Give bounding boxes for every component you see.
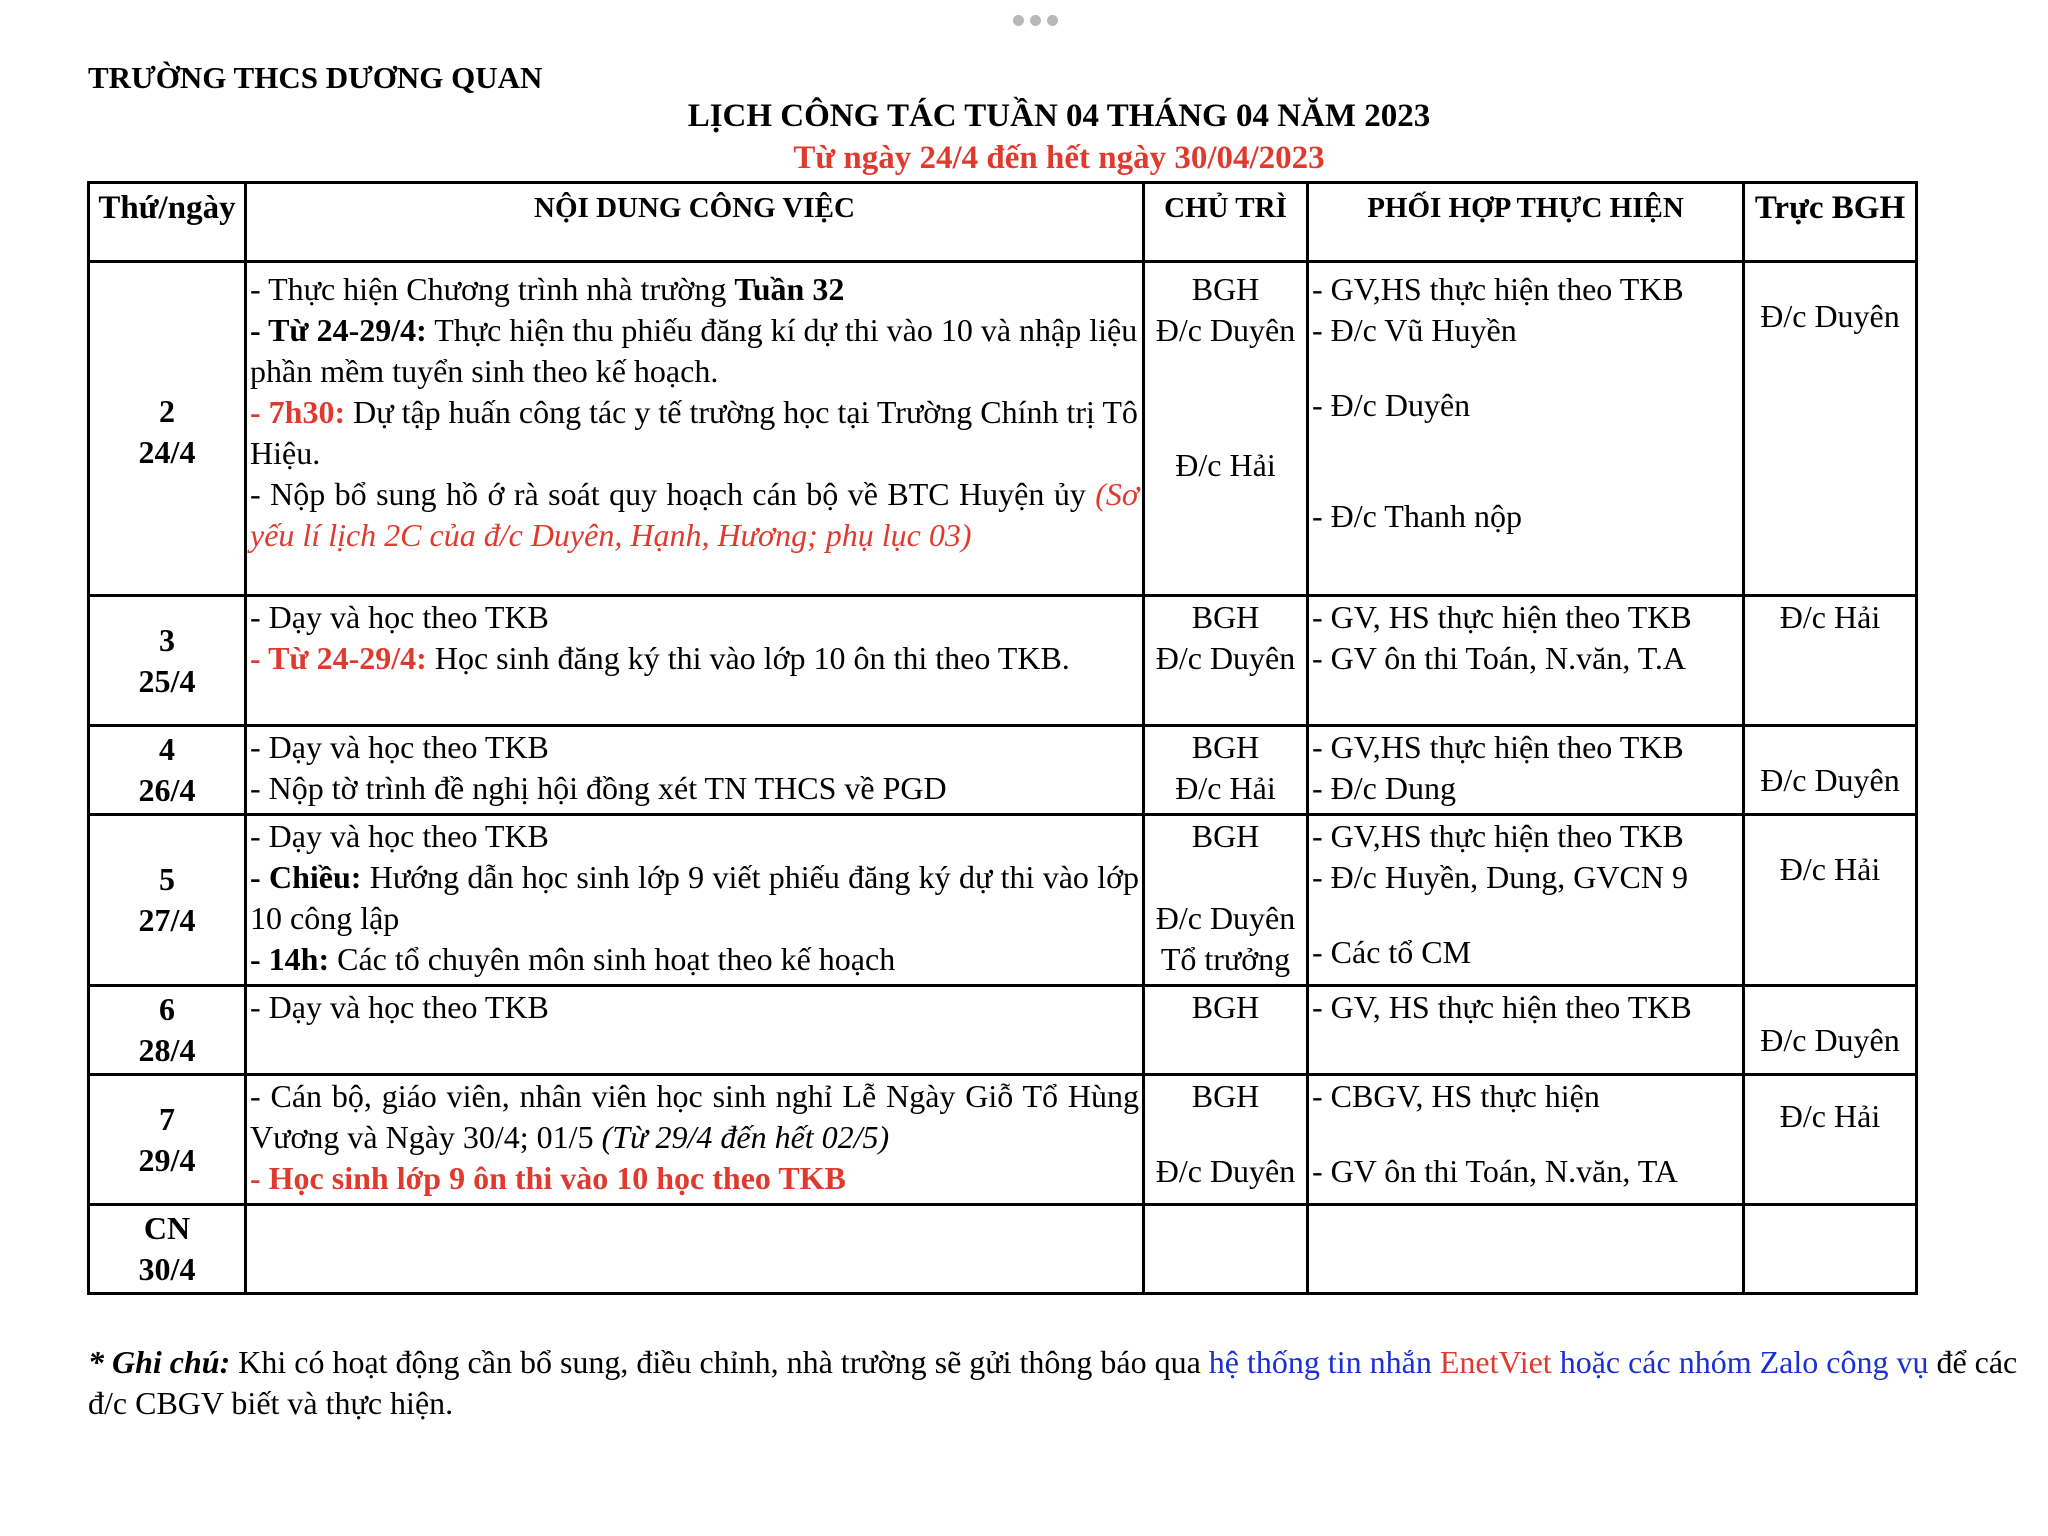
coordinate-cell <box>1308 1205 1744 1294</box>
page-title: LỊCH CÔNG TÁC TUẦN 04 THÁNG 04 NĂM 2023 <box>687 98 1431 134</box>
col-header-chair: CHỦ TRÌ <box>1144 183 1308 262</box>
coordinate-cell: - GV,HS thực hiện theo TKB - Đ/c Dung <box>1308 726 1744 815</box>
day-cell: 2 24/4 <box>89 262 246 596</box>
coordinate-cell: - GV,HS thực hiện theo TKB - Đ/c Vũ Huyền - Đ/c Duyên - Đ/c Thanh nộp <box>1308 262 1744 596</box>
duty-cell: Đ/c Hải <box>1744 596 1917 726</box>
table-row <box>89 1205 1917 1294</box>
table-row <box>89 726 1917 815</box>
chair-cell: BGH Đ/c Duyên Đ/c Hải <box>1144 262 1308 596</box>
content-cell: - Dạy và học theo TKB - Từ 24-29/4: Học sinh đăng ký thi vào lớp 10 ôn thi theo TKB. <box>246 596 1144 726</box>
day-cell: 3 25/4 <box>89 596 246 726</box>
chair-cell: BGH Đ/c Duyên <box>1144 596 1308 726</box>
content-cell: - Dạy và học theo TKB - Nộp tờ trình đề nghị hội đồng xét TN THCS về PGD <box>246 726 1144 815</box>
duty-cell: Đ/c Duyên <box>1744 986 1917 1075</box>
duty-cell: Đ/c Duyên <box>1744 262 1917 596</box>
col-header-duty: Trực BGH <box>1744 183 1917 262</box>
chair-cell <box>1144 1205 1308 1294</box>
day-cell: CN 30/4 <box>89 1205 246 1294</box>
table-row <box>89 1075 1917 1205</box>
more-options-icon[interactable] <box>1010 8 1060 32</box>
table-row <box>89 262 1917 596</box>
content-cell: - Dạy và học theo TKB <box>246 986 1144 1075</box>
chair-cell: BGH Đ/c Duyên Tổ trưởng <box>1144 815 1308 986</box>
page-subtitle: Từ ngày 24/4 đến hết ngày 30/04/2023 <box>793 140 1325 176</box>
table-row <box>89 596 1917 726</box>
content-cell <box>246 1205 1144 1294</box>
content-cell: - Thực hiện Chương trình nhà trường Tuần 32 - Từ 24-29/4: Thực hiện thu phiếu đăng kí dự thi vào 10 và nhập liệu phần mềm tuyển sinh theo kế hoạch. - 7h30: Dự tập huấn công tác y tế trường học tại Trường Chính trị Tô Hiệu. - Nộp bổ sung hồ ớ rà soát quy hoạch cán bộ về BTC Huyện ủy (Sơ yếu lí lịch 2C của đ/c Duyên, Hạnh, Hương; phụ lục 03) <box>246 262 1144 596</box>
day-cell: 5 27/4 <box>89 815 246 986</box>
table-row <box>89 815 1917 986</box>
col-header-coordinate: PHỐI HỢP THỰC HIỆN <box>1308 183 1744 262</box>
schedule-table <box>87 181 1918 1295</box>
col-header-content: NỘI DUNG CÔNG VIỆC <box>246 183 1144 262</box>
school-name: TRƯỜNG THCS DƯƠNG QUAN <box>88 60 543 95</box>
duty-cell: Đ/c Hải <box>1744 1075 1917 1205</box>
day-cell: 4 26/4 <box>89 726 246 815</box>
duty-cell: Đ/c Duyên <box>1744 726 1917 815</box>
content-cell: - Cán bộ, giáo viên, nhân viên học sinh nghỉ Lễ Ngày Giỗ Tổ Hùng Vương và Ngày 30/4; 01/5 (Từ 29/4 đến hết 02/5) - Học sinh lớp 9 ôn thi vào 10 học theo TKB <box>246 1075 1144 1205</box>
day-cell: 6 28/4 <box>89 986 246 1075</box>
col-header-day: Thứ/ngày <box>89 183 246 262</box>
table-header-row <box>89 183 1917 262</box>
coordinate-cell: - GV, HS thực hiện theo TKB - GV ôn thi Toán, N.văn, T.A <box>1308 596 1744 726</box>
coordinate-cell: - CBGV, HS thực hiện - GV ôn thi Toán, N.văn, TA <box>1308 1075 1744 1205</box>
chair-cell: BGH Đ/c Duyên <box>1144 1075 1308 1205</box>
chair-cell: BGH Đ/c Hải <box>1144 726 1308 815</box>
table-row <box>89 986 1917 1075</box>
content-cell: - Dạy và học theo TKB - Chiều: Hướng dẫn học sinh lớp 9 viết phiếu đăng ký dự thi vào lớp 10 công lập - 14h: Các tổ chuyên môn sinh hoạt theo kế hoạch <box>246 815 1144 986</box>
duty-cell: Đ/c Hải <box>1744 815 1917 986</box>
coordinate-cell: - GV,HS thực hiện theo TKB - Đ/c Huyền, Dung, GVCN 9 - Các tổ CM <box>1308 815 1744 986</box>
chair-cell: BGH <box>1144 986 1308 1075</box>
day-cell: 7 29/4 <box>89 1075 246 1205</box>
duty-cell <box>1744 1205 1917 1294</box>
coordinate-cell: - GV, HS thực hiện theo TKB <box>1308 986 1744 1075</box>
footnote: * Ghi chú: Khi có hoạt động cần bổ sung, điều chỉnh, nhà trường sẽ gửi thông báo qua hệ thống tin nhắn EnetViet hoặc các nhóm Zalo công vụ để các đ/c CBGV biết và thực hiện. <box>88 1344 2018 1421</box>
